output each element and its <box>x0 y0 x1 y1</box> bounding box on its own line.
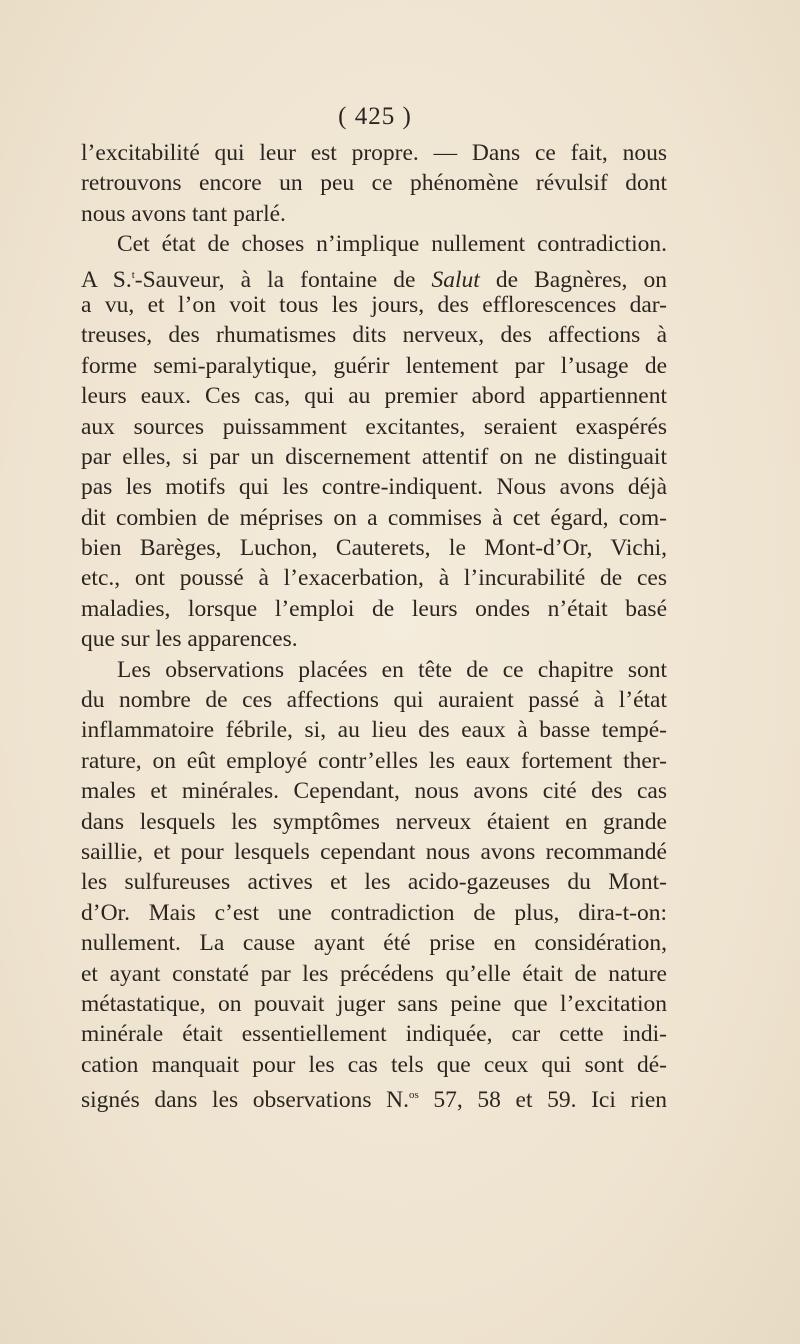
superscript-t: t <box>131 268 135 281</box>
text-line-20: inflammatoire fébrile, si, au lieu des eaux à basse tempé- <box>81 717 667 744</box>
text-line-15: etc., ont poussé à l’exacerbation, à l’incurabilité de ces <box>81 565 667 592</box>
text-line-28: et ayant constaté par les précédens qu’elle était de nature <box>81 960 667 987</box>
text-line-11: par elles, si par un discernement attentif on ne distinguait <box>81 443 667 470</box>
text-line-4: Cet état de choses n’implique nullement contradiction. <box>117 231 667 258</box>
page-number: ( 425 ) <box>338 103 412 130</box>
line-5-part-1: -Sauveur, à la fontaine de <box>134 266 432 293</box>
text-line-22: males et minérales. Cependant, nous avons cité des cas <box>81 778 667 805</box>
text-line-17: que sur les apparences. <box>81 626 298 653</box>
text-line-12: pas les motifs qui les contre-indiquent. Nous avons déjà <box>81 474 667 501</box>
text-line-8: forme semi-paralytique, guérir lentement par l’usage de <box>81 352 667 379</box>
text-line-31: cation manquait pour les cas tels que ceux qui sont dé- <box>81 1051 667 1078</box>
text-line-27: nullement. La cause ayant été prise en considération, <box>81 930 667 957</box>
text-line-21: rature, on eût employé contr’elles les eaux fortement ther- <box>81 747 667 774</box>
text-line-18: Les observations placées en tête de ce chapitre sont <box>117 656 667 683</box>
line-32-part-1: signés dans les observations N. <box>81 1087 410 1114</box>
text-line-30: minérale était essentiellement indiquée, car cette indi- <box>81 1021 667 1048</box>
body-text <box>81 138 668 1114</box>
line-32-part-2: 57, 58 et 59. Ici rien <box>418 1087 668 1114</box>
text-line-23: dans lesquels les symptômes nerveux étaient en grande <box>81 808 667 835</box>
text-line-14: bien Barèges, Luchon, Cauterets, le Mont-d’Or, Vichi, <box>81 535 667 562</box>
text-line-5 <box>81 260 667 293</box>
text-line-29: métastatique, on pouvait juger sans peine que l’excitation <box>81 990 667 1017</box>
text-line-19: du nombre de ces affections qui auraient passé à l’état <box>81 687 667 714</box>
text-line-3: nous avons tant parlé. <box>81 200 286 227</box>
superscript-os: os <box>409 1089 419 1102</box>
text-line-1: l’excitabilité qui leur est propre. — Dans ce fait, nous <box>81 140 667 166</box>
text-line-9: leurs eaux. Ces cas, qui au premier abord appartiennent <box>81 383 667 410</box>
text-line-6: a vu, et l’on voit tous les jours, des efflorescences dar- <box>81 291 667 318</box>
line-5-part-2: de Bagnères, on <box>479 266 667 293</box>
text-line-2: retrouvons encore un peu ce phénomène révulsif dont <box>81 170 667 197</box>
text-line-10: aux sources puissamment excitantes, seraient exaspérés <box>81 413 667 440</box>
text-line-25: les sulfureuses actives et les acido-gazeuses du Mont- <box>81 869 667 896</box>
text-line-16: maladies, lorsque l’emploi de leurs ondes n’était basé <box>81 595 667 622</box>
text-line-7: treuses, des rhumatismes dits nerveux, des affections à <box>81 322 667 349</box>
text-line-13: dit combien de méprises on a commises à cet égard, com- <box>81 504 667 531</box>
italic-salut: Salut <box>431 266 480 293</box>
text-line-24: saillie, et pour lesquels cependant nous avons recommandé <box>81 838 667 865</box>
text-line-26: d’Or. Mais c’est une contradiction de plus, dira-t-on: <box>81 899 667 926</box>
text-line-32 <box>81 1080 668 1114</box>
abbr-saint: A S. <box>81 266 132 293</box>
